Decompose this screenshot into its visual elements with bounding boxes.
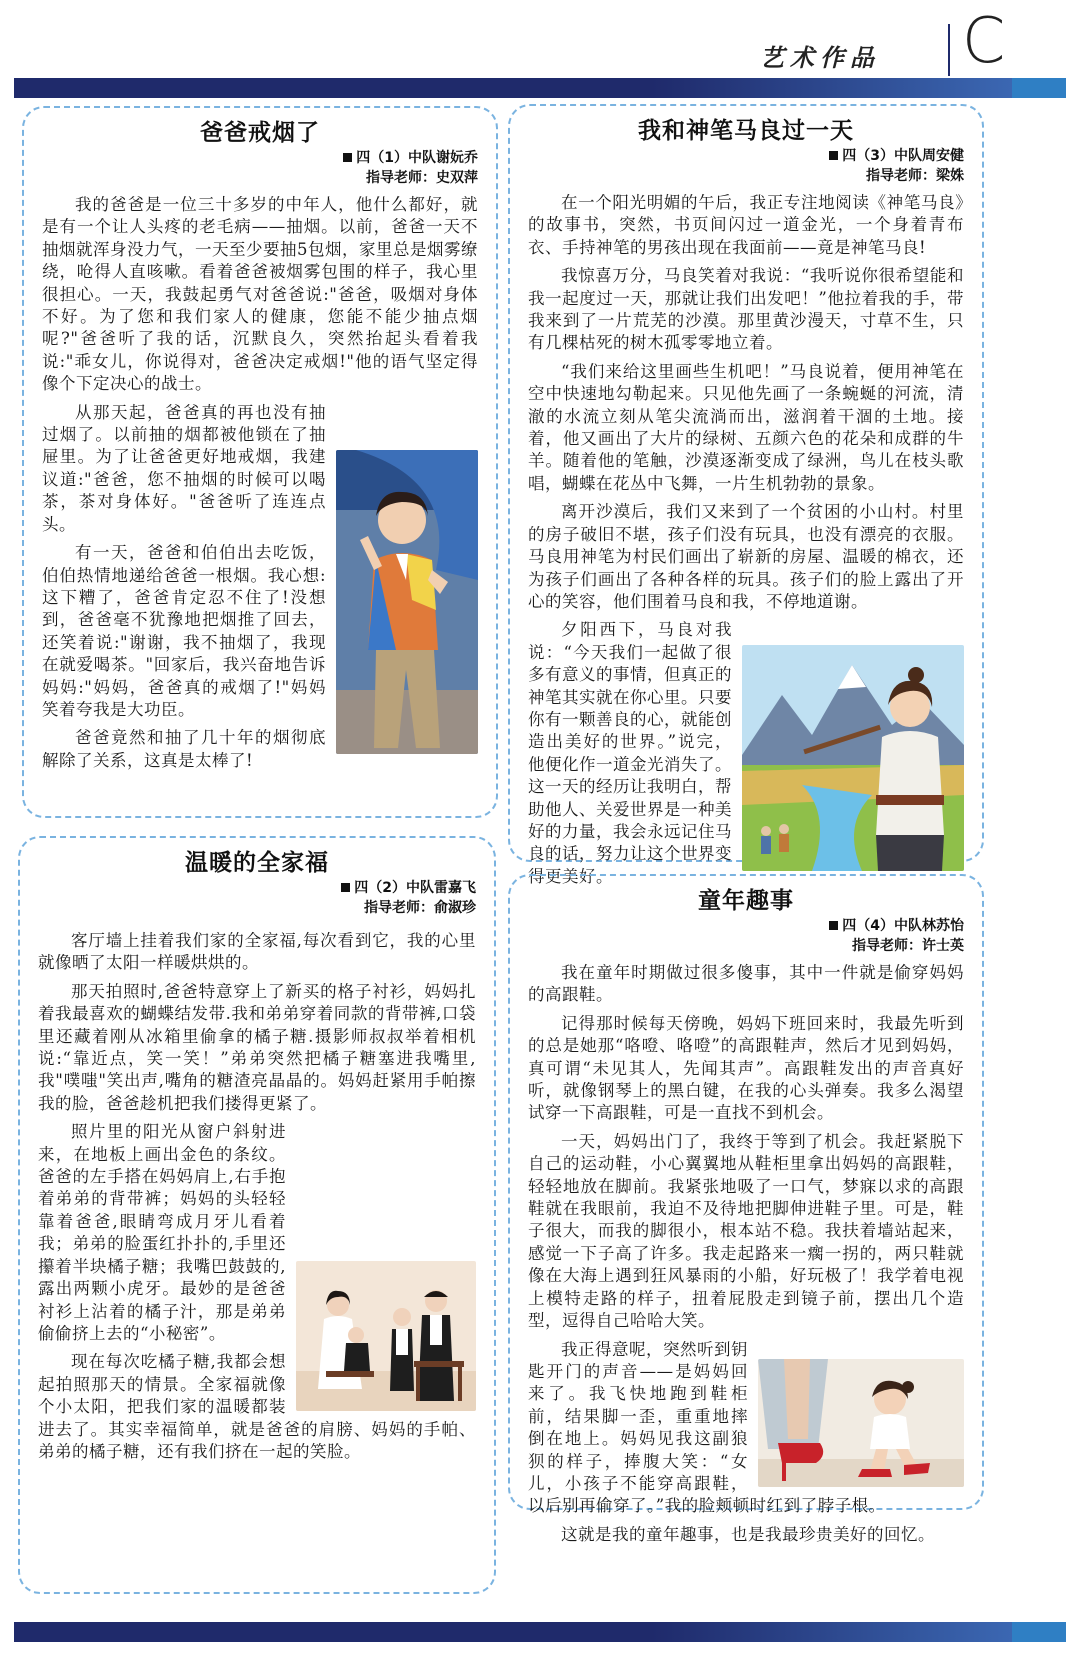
article-byline: 四（1）中队谢妧乔 [42,148,478,168]
article-body [38,930,476,1463]
article-teacher: 指导老师：俞淑珍 [364,900,476,916]
paragraph: 这就是我的童年趣事，也是我最珍贵美好的回忆。 [561,1524,935,1544]
article-box-4 [508,874,984,1544]
article-title: 温暖的全家福 [185,850,329,876]
paragraph: 一天，妈妈出门了，我终于等到了机会。我赶紧脱下自己的运动鞋，小心翼翼地从鞋柜里拿出妈妈的高跟鞋，轻轻地放在脚前。我紧张地吸了一口气，梦寐以求的高跟鞋就在我眼前，我迫不及待地把脚伸进鞋子里。可是，鞋子很大，而我的脚很小，根本站不稳。我扶着墙站起来，感觉一下子高了许多。我走起路来一瘸一拐的，两只鞋就像在大海上遇到狂风暴雨的小船，好玩极了！我学着电视上模特走路的样子，扭着屁股走到镜子前，摆出几个造型，逗得自己哈哈大笑。 [528,1131,964,1331]
article-byline: 四（3）中队周安健 [528,146,964,166]
paragraph: 我的爸爸是一位三十多岁的中年人，他什么都好，就是有一个让人头疼的老毛病——抽烟。以前，爸爸一天不抽烟就浑身没力气，一天至少要抽5包烟，家里总是烟雾缭绕，呛得人直咳嗽。看着爸爸被烟雾包围的样子，我心里很担心。一天，我鼓起勇气对爸爸说:"爸爸，吸烟对身体不好。为了您和我们家人的健康，您能不能少抽点烟呢?"爸爸听了我的话，沉默良久，突然抬起头看着我说:"乖女儿，你说得对，爸爸决定戒烟!"他的语气坚定得像个下定决心的战士。 [42,195,478,394]
article-title: 童年趣事 [698,888,794,914]
section-title: 艺术作品 [760,44,880,72]
family-photo [296,1261,476,1411]
high-heels-illustration [758,1359,964,1487]
article-body [528,192,964,888]
paragraph: 现在每次吃橘子糖,我都会想起拍照那天的情景。全家福就像个小太阳，把我们家的温暖都装进去了。其实幸福简单，就是爸爸的肩膀、妈妈的手帕、弟弟的橘子糖，还有我们挤在一起的笑脸。 [38,1352,476,1461]
article-teacher: 指导老师：梁姝 [866,168,964,184]
article-teacher: 指导老师：许士英 [852,938,964,954]
paragraph: 客厅墙上挂着我们家的全家福,每次看到它，我的心里就像晒了太阳一样暖烘烘的。 [38,931,476,973]
bottom-band [14,1622,1066,1642]
girl-photo [336,450,478,754]
article-body [528,962,964,1546]
article-body [42,194,478,772]
paragraph: 那天拍照时,爸爸特意穿上了新买的格子衬衫，妈妈扎着我最喜欢的蝴蝶结发带.我和弟弟穿着同款的背带裤,口袋里还藏着刚从冰箱里偷拿的橘子糖.摄影师叔叔举着相机说:“靠近点，笑一笑！”弟弟突然把橘子糖塞进我嘴里,我"噗嗤"笑出声,嘴角的糖渣亮晶晶的。妈妈赶紧用手帕擦我的脸，爸爸趁机把我们搂得更紧了。 [38,981,476,1113]
paragraph: 爸爸竟然和抽了几十年的烟彻底解除了关系，这真是太棒了! [42,728,326,770]
article-title: 爸爸戒烟了 [200,120,320,146]
article-byline: 四（2）中队雷嘉飞 [38,878,476,898]
paragraph: 我惊喜万分，马良笑着对我说：“我听说你很希望能和我一起度过一天，那就让我们出发吧！”他拉着我的手，带我来到了一片荒芜的沙漠。那里黄沙漫天，寸草不生，只有几棵枯死的树木孤零零地立着。 [528,266,964,353]
paragraph: 离开沙漠后，我们又来到了一个贫困的小山村。村里的房子破旧不堪，孩子们没有玩具，也没有漂亮的衣服。马良用神笔为村民们画出了崭新的房屋、温暖的棉衣，还为孩子们画出了各种各样的玩具。孩子们的脸上露出了开心的笑容，他们围着马良和我，不停地道谢。 [528,502,964,611]
article-box-3 [508,104,984,886]
top-band [14,78,1066,98]
paragraph: 从那天起，爸爸真的再也没有抽过烟了。以前抽的烟都被他锁在了抽屉里。为了让爸爸更好地戒烟，我建议道:"爸爸，您不抽烟的时候可以喝茶，茶对身体好。"爸爸听了连连点头。 [42,402,326,534]
paragraph: 照片里的阳光从窗户斜射进来，在地板上画出金色的条纹。爸爸的左手搭在妈妈肩上,右手抱着弟弟的背带裤；妈妈的头轻轻靠着爸爸,眼睛弯成月牙儿看着我；弟弟的脸蛋红扑扑的,手里还攥着半块橘子糖；我嘴巴鼓鼓的,露出两颗小虎牙。最妙的是爸爸衬衫上沾着的橘子汁，那是弟弟偷偷挤上去的“小秘密”。 [38,1122,286,1343]
article-byline: 四（4）中队林苏怡 [528,916,964,936]
paragraph: 夕阳西下，马良对我说：“今天我们一起做了很多有意义的事情，但真正的神笔其实就在你心里。只要你有一颗善良的心，就能创造出美好的世界。”说完，他便化作一道金光消失了。这一天的经历让我明白，帮助他人、关爱世界是一种美好的力量，我会永远记住马良的话，努力让这个世界变得更美好。 [528,620,732,886]
ma-liang-illustration [742,645,964,871]
article-box-2 [18,836,496,1594]
paragraph: 记得那时候每天傍晚，妈妈下班回来时，我最先听到的总是她那“咯噔、咯噔”的高跟鞋声，然后才见到妈妈，真可谓“未见其人，先闻其声”。高跟鞋发出的声音真好听，就像钢琴上的黑白键，在我的心头弹奏。我多么渴望试穿一下高跟鞋，可是一直找不到机会。 [528,1013,964,1123]
paragraph: 有一天，爸爸和伯伯出去吃饭，伯伯热情地递给爸爸一根烟。我心想:这下糟了，爸爸肯定忍不住了!没想到，爸爸毫不犹豫地把烟推了回去，还笑着说:"谢谢，我不抽烟了，我现在就爱喝茶。"回家后，我兴奋地告诉妈妈:"妈妈，爸爸真的戒烟了!"妈妈笑着夸我是大功臣。 [42,543,326,719]
article-teacher: 指导老师：史双萍 [366,170,478,186]
header-divider [948,24,950,76]
article-title: 我和神笔马良过一天 [638,118,854,144]
paragraph: 我正得意呢，突然听到钥匙开门的声音——是妈妈回来了。我飞快地跑到鞋柜前，结果脚一歪，重重地摔倒在地上。妈妈见我这副狼狈的样子，捧腹大笑：“女儿，小孩子不能穿高跟鞋，以后别再偷穿了。”我的脸颊顿时红到了脖子根。 [528,1339,886,1516]
section-letter: C [962,4,1006,77]
article-box-1 [22,106,498,818]
paragraph: 我在童年时期做过很多傻事，其中一件就是偷穿妈妈的高跟鞋。 [528,963,964,1005]
paragraph: “我们来给这里画些生机吧！”马良说着，便用神笔在空中快速地勾勒起来。只见他先画了一条蜿蜒的河流，清澈的水流立刻从笔尖流淌而出，滋润着干涸的土地。接着，他又画出了大片的绿树、五颜六色的花朵和成群的牛羊。随着他的笔触，沙漠逐渐变成了绿洲，鸟儿在枝头歌唱，蝴蝶在花丛中飞舞，一片生机勃勃的景象。 [528,361,964,493]
paragraph: 在一个阳光明媚的午后，我正专注地阅读《神笔马良》的故事书，突然，书页间闪过一道金光，一个身着青布衣、手持神笔的男孩出现在我面前——竟是神笔马良! [528,193,964,257]
